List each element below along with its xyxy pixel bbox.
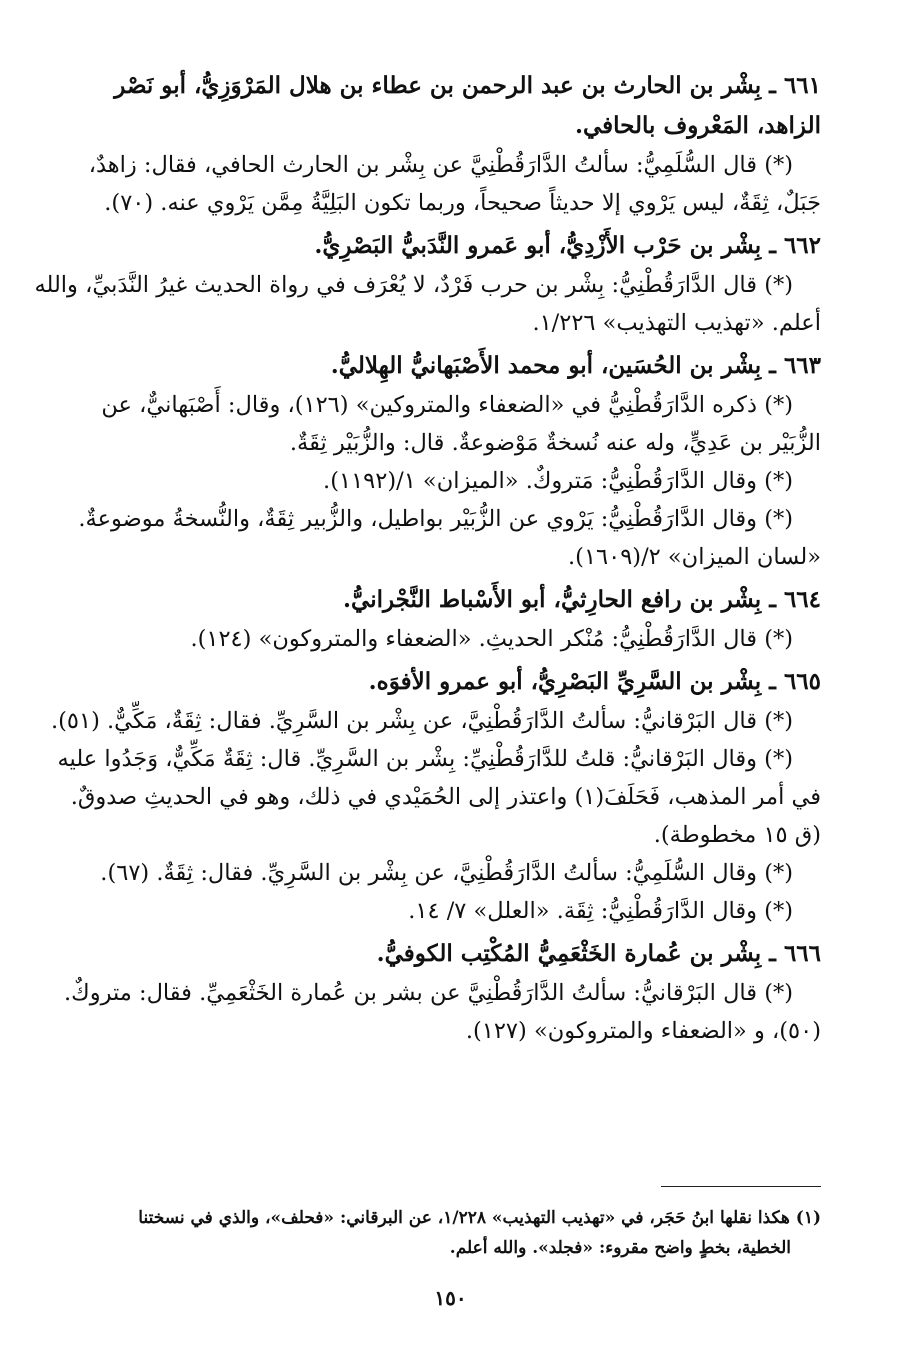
entry-heading: ٦٦٢ ـ بِشْر بن حَرْب الأَزْدِيُّ، أبو عَمرو النَّدَبيُّ البَصْرِيُّ. bbox=[314, 232, 821, 259]
entry-665 bbox=[50, 662, 821, 930]
entry-heading: ٦٦٤ ـ بِشْر بن رافع الحارِثيُّ، أبو الأَسْباط النَّجْرانيُّ. bbox=[343, 586, 821, 613]
entry-heading: ٦٦٣ ـ بِشْر بن الحُسَين، أبو محمد الأَصْبَهانيُّ الهِلاليُّ. bbox=[330, 352, 821, 379]
entry-text: (*) قال الدَّارَقُطْنِيُّ: بِشْر بن حرب فَرْدٌ، لا يُعْرَف في رواة الحديث غيرُ النَّدَبيِّ، والله bbox=[34, 272, 793, 298]
footnote-line: الخطية، بخطٍ واضح مقروء: «فجلد». والله أعلم. bbox=[449, 1238, 791, 1258]
entry-661 bbox=[78, 66, 821, 222]
entry-text: أعلم. «تهذيب التهذيب» ١/٢٢٦. bbox=[532, 310, 821, 336]
entry-text: (ق ١٥ مخطوطة). bbox=[653, 822, 821, 848]
entry-664 bbox=[78, 580, 821, 658]
entry-text: (*) قال الدَّارَقُطْنِيُّ: مُنْكر الحديثِ. «الضعفاء والمتروكون» (١٢٤). bbox=[190, 626, 793, 652]
footnote-line: (١) هكذا نقلها ابنُ حَجَر، في «تهذيب التهذيب» ١/٢٢٨، عن البرقاني: «فحلف»، والذي في نسختنا bbox=[138, 1208, 821, 1228]
entry-text: الزُّبَيْر بن عَدِيٍّ، وله عنه نُسخةٌ مَوْضوعةٌ. قال: والزُّبَيْر ثِقَةٌ. bbox=[289, 430, 821, 456]
entry-text: (*) وقال الدَّارَقُطْنِيُّ: ثِقَة. «العلل» ٧/ ١٤. bbox=[408, 898, 793, 924]
entry-text: (*) قال السُّلَمِيُّ: سألتُ الدَّارَقُطْنِيَّ عن بِشْر بن الحارث الحافي، فقال: زاهدٌ، bbox=[88, 152, 793, 178]
entry-text: (*) قال البَرْقانيُّ: سألتُ الدَّارَقُطْنِيَّ عن بشر بن عُمارة الخَثْعَمِيِّ. فقال: متروكٌ. bbox=[64, 980, 793, 1006]
entry-heading: ٦٦٥ ـ بِشْر بن السَّرِيِّ البَصْرِيُّ، أبو عمرو الأفوَه. bbox=[368, 668, 821, 695]
entry-text: (*) وقال الدَّارَقُطْنِيُّ: يَرْوي عن الزُّبَيْر بواطيل، والزُّبير ثِقَةٌ، والنُّسخةُ موضوعةٌ. bbox=[78, 506, 793, 532]
entry-text: (*) قال البَرْقانيُّ: سألتُ الدَّارَقُطْنِيَّ، عن بِشْر بن السَّرِيِّ. فقال: ثِقَةٌ، مَكِّيٌّ. (٥١). bbox=[50, 708, 793, 734]
entry-text: (*) ذكره الدَّارَقُطْنِيُّ في «الضعفاء والمتروكين» (١٢٦)، وقال: أَصْبَهانيٌّ، عن bbox=[101, 392, 793, 418]
entry-662 bbox=[34, 226, 821, 342]
entry-text: (٥٠)، و «الضعفاء والمتروكون» (١٢٧). bbox=[465, 1018, 821, 1044]
entry-text: (*) وقال الدَّارَقُطْنِيُّ: مَتروكٌ. «الميزان» ١/(١١٩٢). bbox=[323, 468, 793, 494]
page-number: ١٥٠ bbox=[434, 1286, 467, 1310]
footnote-divider bbox=[661, 1186, 821, 1187]
entry-666 bbox=[64, 934, 821, 1050]
entry-text: (*) وقال البَرْقانيُّ: قلتُ للدَّارَقُطْنِيِّ: بِشْر بن السَّرِيِّ. قال: ثِقَةٌ مَكِّيٌّ، وَجَدُوا عليه bbox=[57, 746, 793, 772]
entry-heading: ٦٦٦ ـ بِشْر بن عُمارة الخَثْعَمِيُّ المُكْتِب الكوفيُّ. bbox=[376, 940, 821, 967]
entry-heading: ٦٦١ ـ بِشْر بن الحارث بن عبد الرحمن بن عطاء بن هلال المَرْوَزِيُّ، أبو نَصْر bbox=[114, 72, 821, 99]
entry-663 bbox=[78, 346, 821, 576]
entry-text: «لسان الميزان» ٢/(١٦٠٩). bbox=[568, 544, 821, 570]
entry-heading-continued: الزاهد، المَعْروف بالحافي. bbox=[575, 112, 821, 139]
entry-text: في أمر المذهب، فَحَلَفَ(١) واعتذر إلى الحُمَيْدي في ذلك، وهو في الحديثِ صدوقٌ. bbox=[70, 784, 821, 810]
footnote bbox=[62, 1203, 821, 1263]
entry-text: (*) وقال السُّلَمِيُّ: سألتُ الدَّارَقُطْنِيَّ، عن بِشْر بن السَّرِيِّ. فقال: ثِقَةٌ. (٦٧). bbox=[100, 860, 793, 886]
entry-text: جَبَلٌ، ثِقَةٌ، ليس يَرْوي إلا حديثاً صحيحاً، وربما تكون البَلِيَّةُ مِمَّن يَرْوي عنه. (٧٠). bbox=[104, 190, 821, 216]
